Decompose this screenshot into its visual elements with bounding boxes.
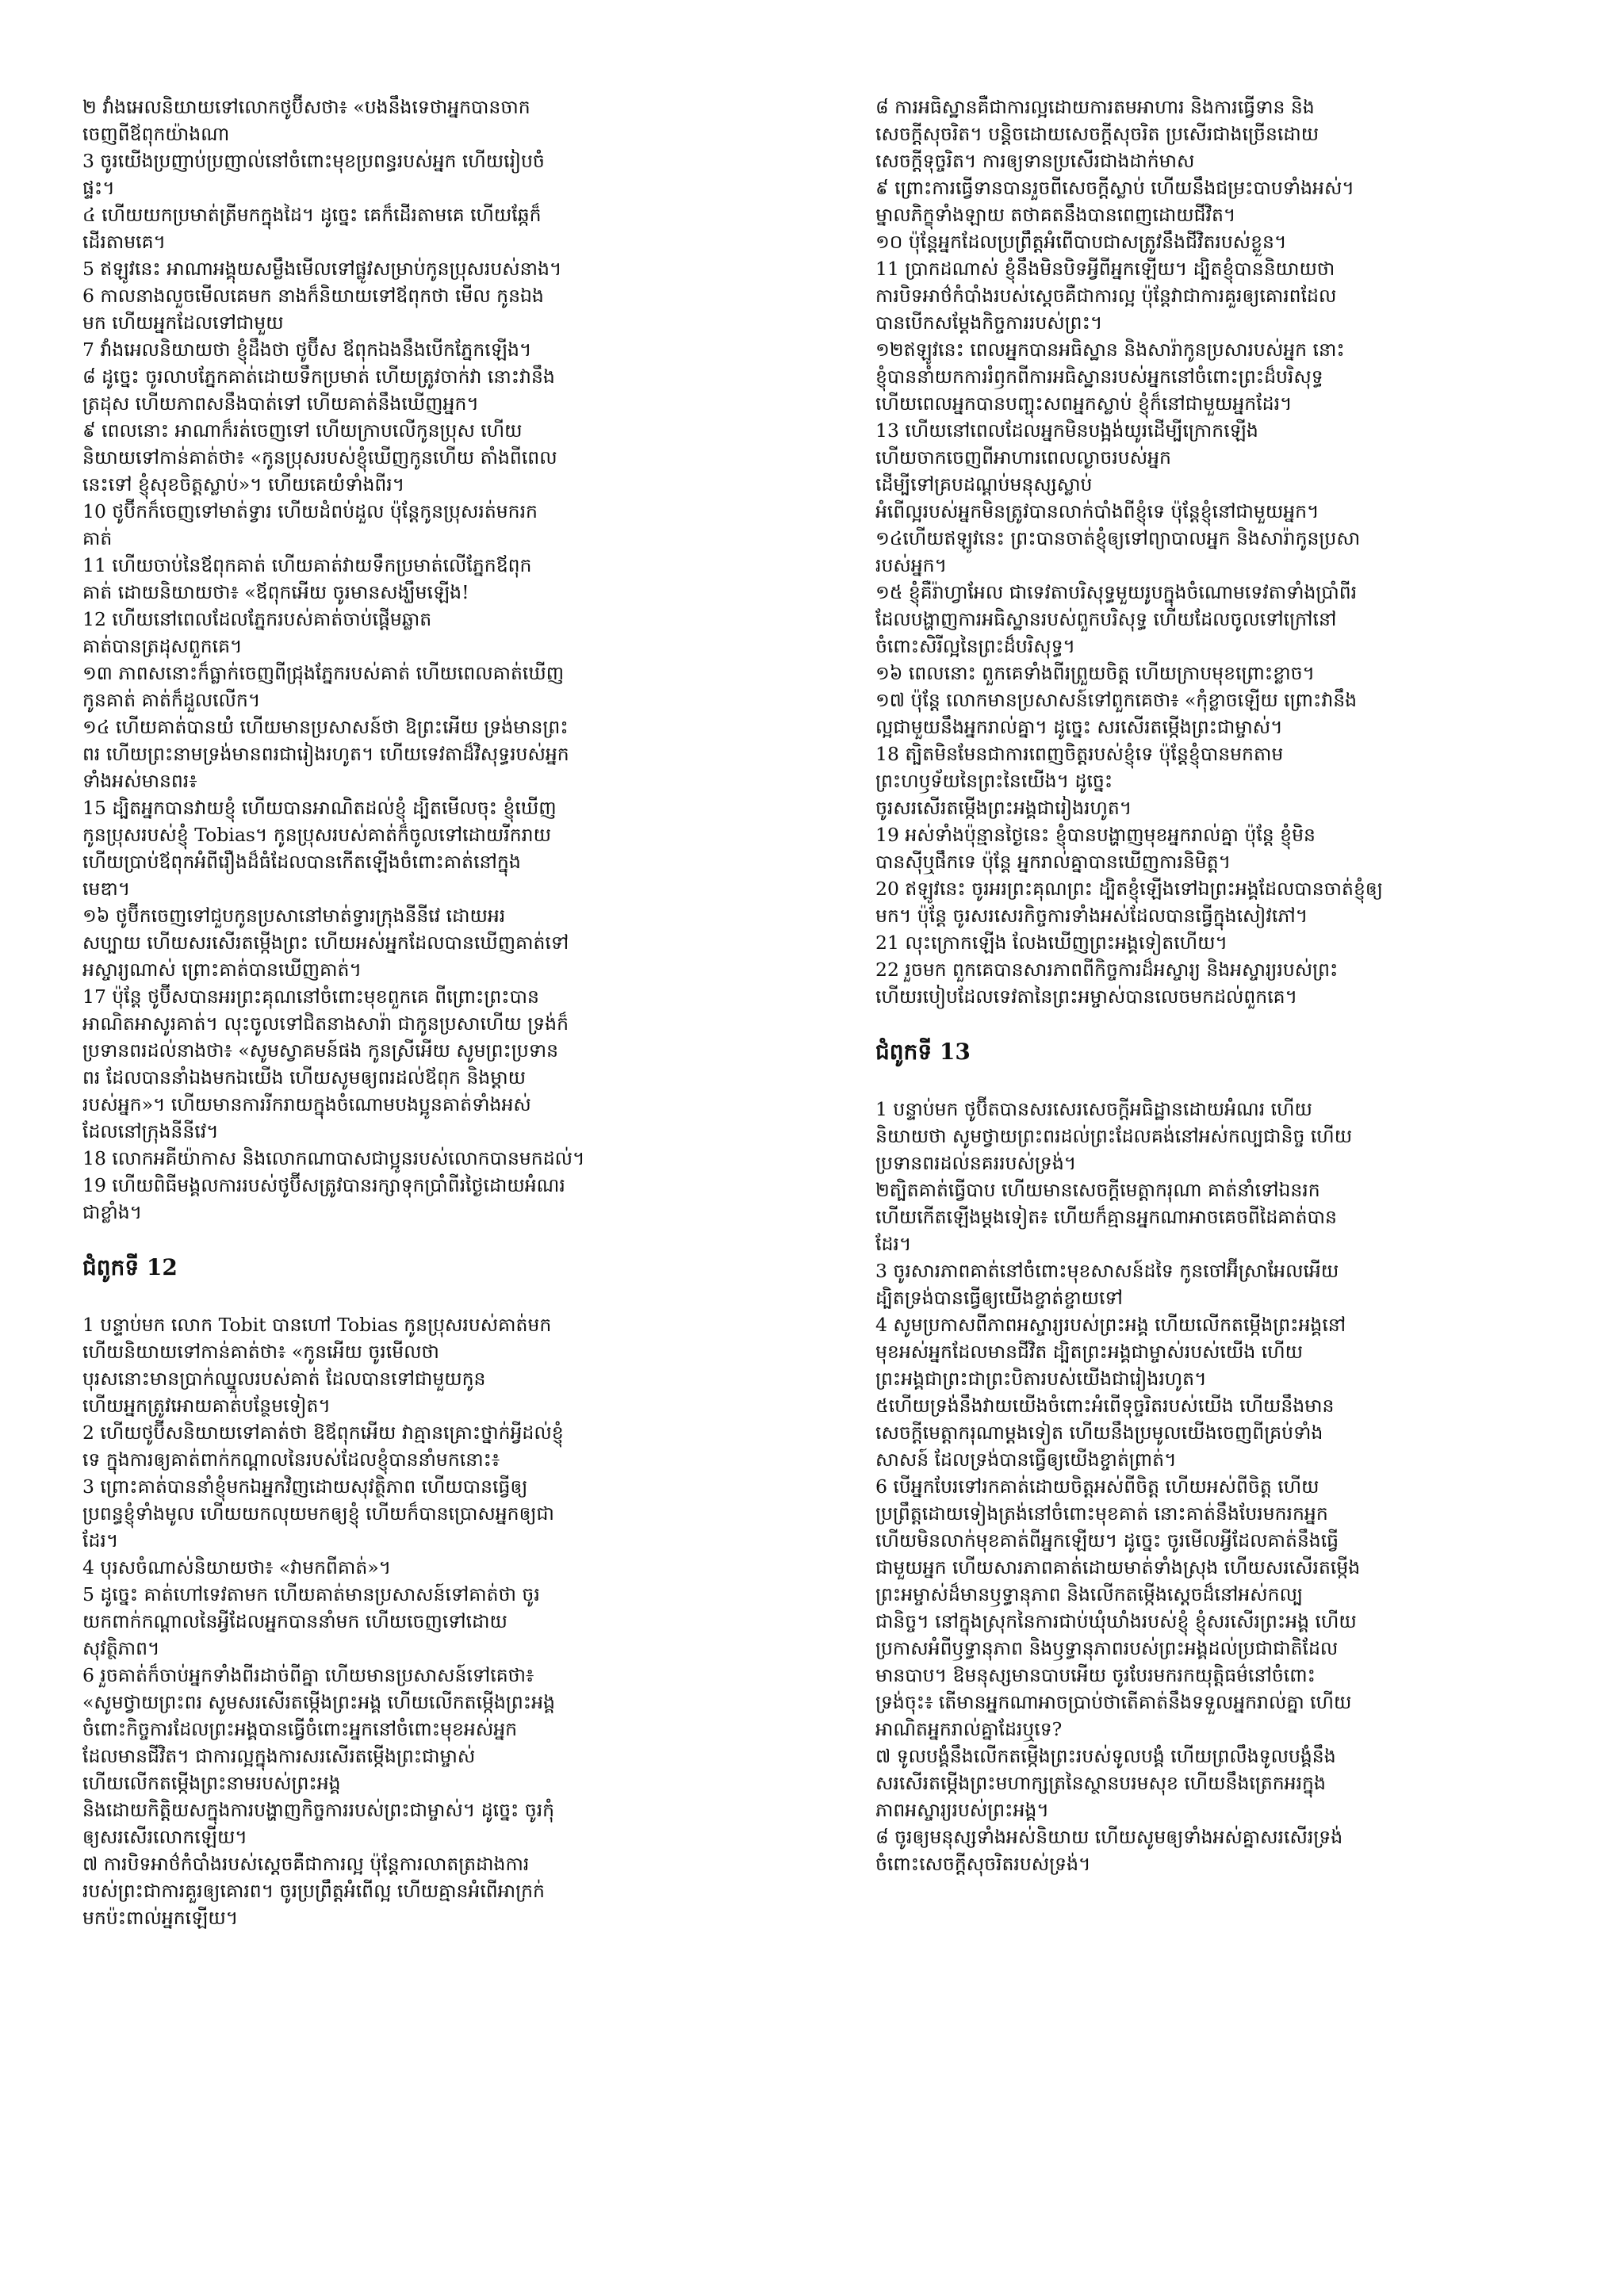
verse: 7 វាំងអេលនិយាយថា ខ្ញុំដឹងថា ថូប៊ីស ឪពុកឯងនឹងបើកភ្នែកឡើង។ (82, 339, 532, 361)
left-column (82, 94, 826, 1931)
verse: 13 ហើយនៅពេលដែលអ្នកមិនបង្អង់យូរដើម្បីក្រោកឡើង ហើយចាកចេញពីអាហារពេលល្ងាចរបស់អ្នក ដើម្បីទៅគ្របដណ្តប់មនុស្សស្លាប់ អំពើល្អរបស់អ្នកមិនត្រូវបានលាក់បាំងពីខ្ញុំទេ ប៉ុន្តែខ្ញុំនៅជាមួយអ្នក។ (875, 419, 1320, 522)
verse: ៧ ទូលបង្គំនឹងលើកតម្កើងព្រះរបស់ទូលបង្គំ ហើយព្រលឹងទូលបង្គំនឹង សរសើរតម្កើងព្រះមហាក្សត្រនៃស្ថានបរមសុខ ហើយនឹងត្រេកអរក្នុង ភាពអស្ចារ្យរបស់ព្រះអង្គ។ (875, 1745, 1336, 1821)
verse: 6 រួចគាត់ក៏ចាប់អ្នកទាំងពីរដាច់ពីគ្នា ហើយមានប្រសាសន៍ទៅគេថា៖ «សូមថ្វាយព្រះពរ សូមសរសើរតម្កើងព្រះអង្គ ហើយលើកតម្កើងព្រះអង្គ ចំពោះកិច្ចការដែលព្រះអង្គបានធ្វើចំពោះអ្នកនៅចំពោះមុខអស់អ្នក ដែលមានជីវិត។ ជាការល្អក្នុងការសរសើរតម្កើងព្រះជាម្ចាស់ ហើយលើកតម្កើងព្រះនាមរបស់ព្រះអង្គ និងដោយកិត្តិយសក្នុងការបង្ហាញកិច្ចការរបស់ព្រះជាម្ចាស់។ ដូច្នេះ ចូរកុំ ឲ្យសរសើរលោកឡើយ។ (82, 1664, 555, 1848)
chapter-heading-12: ជំពូកទី 12 (82, 1254, 178, 1280)
verse: ៧ ការបិទអាថ៌កំបាំងរបស់ស្ដេចគឺជាការល្អ ប៉ុន្តែការលាតត្រដាងការ របស់ព្រះជាការគួរឲ្យគោរព។ ចូរប្រព្រឹត្តអំពើល្អ ហើយគ្មានអំពើអាក្រក់ មកប៉ះពាល់អ្នកឡើយ។ (82, 1853, 545, 1929)
verse: 17 ប៉ុន្តែ ថូប៊ីសបានអរព្រះគុណនៅចំពោះមុខពួកគេ ពីព្រោះព្រះបាន អាណិតអាសូរគាត់។ លុះចូលទៅជិតនាងសារ៉ា ជាកូនប្រសាហើយ ទ្រង់ក៏ ប្រទានពរដល់នាងថា៖ «សូមស្វាគមន៍ផង កូនស្រីអើយ សូមព្រះប្រទាន ពរ ដែលបាននាំឯងមកឯយើង ហើយសូមឲ្យពរដល់ឪពុក និងម្ដាយ របស់អ្នក»។ ហើយមានការរីករាយក្នុងចំណោមបងប្អូនគាត់ទាំងអស់ ដែលនៅក្រុងនីនីវេ។ (82, 985, 569, 1142)
verse: 5 ដូច្នេះ គាត់ហៅទេវតាមក ហើយគាត់មានប្រសាសន៍ទៅគាត់ថា ចូរ យកពាក់កណ្ដាលនៃអ្វីដែលអ្នកបាននាំមក ហើយចេញទៅដោយ សុវត្ថិភាព។ (82, 1583, 540, 1659)
verse: ១០ ប៉ុន្តែអ្នកដែលប្រព្រឹត្តអំពើបាបជាសត្រូវនឹងជីវិតរបស់ខ្លួន។ (875, 231, 1287, 253)
verse: ២ វាំងអេលនិយាយទៅលោកថូប៊ីសថា៖ «បងនឹងទេថាអ្នកបានចាក ចេញពីឪពុកយ៉ាងណា (82, 96, 530, 145)
verse: ១៥ ខ្ញុំគឺរ៉ាហ្វាអែល ជាទេវតាបរិសុទ្ធមួយរូបក្នុងចំណោមទេវតាទាំងប្រាំពីរ ដែលបង្ហាញការអធិស្ឋានរបស់ពួកបរិសុទ្ធ ហើយដែលចូលទៅក្រៅនៅ ចំពោះសិរីល្អនៃព្រះដ៏បរិសុទ្ធ។ (875, 581, 1358, 657)
verse: ១៦ ថូប៊ីកចេញទៅជួបកូនប្រសានៅមាត់ទ្វារក្រុងនីនីវេ ដោយអរ សប្បាយ ហើយសរសើរតម្កើងព្រះ ហើយអស់អ្នកដែលបានឃើញគាត់ទៅ អស្ចារ្យណាស់ ព្រោះគាត់បានឃើញគាត់។ (82, 905, 569, 981)
verse: ៤ ហើយយកប្រមាត់ត្រីមកក្នុងដៃ។ ដូច្នេះ គេក៏ដើរតាមគេ ហើយឆ្កែក៏ ដើរតាមគេ។ (82, 204, 542, 253)
verse: ១៣ ភាពសនោះក៏ធ្លាក់ចេញពីជ្រុងភ្នែករបស់គាត់ ហើយពេលគាត់ឃើញ កូនគាត់ គាត់ក៏ដួលលើក។ (82, 662, 565, 711)
verse: 3 ព្រោះគាត់បាននាំខ្ញុំមកឯអ្នកវិញដោយសុវត្ថិភាព ហើយបានធ្វើឲ្យ ប្រពន្ធខ្ញុំទាំងមូល ហើយយកលុយមកឲ្យខ្ញុំ ហើយក៏បានប្រោសអ្នកឲ្យជា ដែរ។ (82, 1475, 554, 1552)
verse: 10 ថូប៊ីកក៏ចេញទៅមាត់ទ្វារ ហើយដំពប់ដួល ប៉ុន្តែកូនប្រុសរត់មករក គាត់ (82, 500, 538, 549)
verse: 3 ចូរសារភាពគាត់នៅចំពោះមុខសាសន៍ដទៃ កូនចៅអ៊ីស្រាអែលអើយ ដ្បិតទ្រង់បានធ្វើឲ្យយើងខ្ចាត់ខ្ចាយទៅ (875, 1260, 1339, 1309)
verse: ៩ ពេលនោះ អាណាក៏រត់ចេញទៅ ហើយក្រាបលើកូនប្រុស ហើយ និយាយទៅកាន់គាត់ថា៖ «កូនប្រុសរបស់ខ្ញុំឃើញកូនហើយ តាំងពីពេល នេះទៅ ខ្ញុំសុខចិត្តស្លាប់»។ ហើយគេយំទាំងពីរ។ (82, 419, 557, 496)
verse: ៨ ចូរឲ្យមនុស្សទាំងអស់និយាយ ហើយសូមឲ្យទាំងអស់គ្នាសរសើរទ្រង់ ចំពោះសេចក្តីសុចរិតរបស់ទ្រង់។ (875, 1826, 1343, 1875)
verse: 11 ប្រាកដណាស់ ខ្ញុំនឹងមិនបិទអ្វីពីអ្នកឡើយ។ ដ្បិតខ្ញុំបាននិយាយថា ការបិទអាថ៌កំបាំងរបស់ស្តេចគឺជាការល្អ ប៉ុន្តែវាជាការគួរឲ្យគោរពដែល បានបើកសម្ដែងកិច្ចការរបស់ព្រះ។ (875, 258, 1337, 334)
verse: 1 បន្ទាប់មក ថូប៊ីតបានសរសេរសេចក្តីអធិដ្ឋានដោយអំណរ ហើយ និយាយថា សូមថ្វាយព្រះពរដល់ព្រះដែលគង់នៅអស់កល្បជានិច្ច ហើយ ប្រទានពរដល់នគររបស់ទ្រង់។ (875, 1098, 1353, 1174)
verse: 19 ហើយពិធីមង្គលការរបស់ថូប៊ីសត្រូវបានរក្សាទុកប្រាំពីរថ្ងៃដោយអំណរ ជាខ្លាំង។ (82, 1174, 565, 1223)
verse: 1 បន្ទាប់មក លោក Tobit បានហៅ Tobias កូនប្រុសរបស់គាត់មក ហើយនិយាយទៅកាន់គាត់ថា៖ «កូនអើយ ចូរមើលថា បុរសនោះមានប្រាក់ឈ្នួលរបស់គាត់ ដែលបានទៅជាមួយកូន ហើយអ្នកត្រូវអោយគាត់បន្ថែមទៀត។ (82, 1314, 552, 1417)
verse: ១២ឥឡូវនេះ ពេលអ្នកបានអធិស្ឋាន និងសារ៉ាកូនប្រសារបស់អ្នក នោះ ខ្ញុំបាននាំយកការរំឭកពីការអធិស្ឋានរបស់អ្នកនៅចំពោះព្រះដ៏បរិសុទ្ធ ហើយពេលអ្នកបានបញ្ចុះសពអ្នកស្លាប់ ខ្ញុំក៏នៅជាមួយអ្នកដែរ។ (875, 339, 1345, 415)
verse: 5 ឥឡូវនេះ អាណាអង្គុយសម្លឹងមើលទៅផ្លូវសម្រាប់កូនប្រុសរបស់នាង។ (82, 258, 562, 280)
verse: 4 សូមប្រកាសពីភាពអស្ចារ្យរបស់ព្រះអង្គ ហើយលើកតម្កើងព្រះអង្គនៅ មុខអស់អ្នកដែលមានជីវិត ដ្បិតព្រះអង្គជាម្ចាស់របស់យើង ហើយ ព្រះអង្គជាព្រះជាព្រះបិតារបស់យើងជារៀងរហូត។ (875, 1314, 1346, 1390)
verse: ១៤ ហើយគាត់បានយំ ហើយមានប្រសាសន៍ថា ឱព្រះអើយ ទ្រង់មានព្រះ ពរ ហើយព្រះនាមទ្រង់មានពរជារៀងរហូត។ ហើយទេវតាដ៏វិសុទ្ធរបស់អ្នក ទាំងអស់មានពរ៖ (82, 716, 569, 792)
verse: 21 លុះក្រោកឡើង លែងឃើញព្រះអង្គទៀតហើយ។ (875, 932, 1228, 954)
verse: 12 ហើយនៅពេលដែលភ្នែករបស់គាត់ចាប់ផ្តើមឆ្លាត គាត់បានត្រដុសពួកគេ។ (82, 608, 432, 657)
verse: 15 ដ្បិតអ្នកបានវាយខ្ញុំ ហើយបានអាណិតដល់ខ្ញុំ ដ្បិតមើលចុះ ខ្ញុំឃើញ កូនប្រុសរបស់ខ្ញុំ Tobias។ កូនប្រុសរបស់គាត់ក៏ចូលទៅដោយរីករាយ ហើយប្រាប់ឪពុកអំពីរឿងដ៏ធំដែលបានកើតឡើងចំពោះគាត់នៅក្នុង មេឌា។ (82, 797, 557, 900)
verse: ៨ ការអធិស្ឋានគឺជាការល្អដោយការតមអាហារ និងការធ្វើទាន និង សេចក្ដីសុចរិត។ បន្តិចដោយសេចក្ដីសុចរិត ប្រសើរជាងច្រើនដោយ សេចក្ដីទុច្ចរិត។ ការឲ្យទានប្រសើរជាងដាក់មាស (875, 96, 1320, 172)
verse: 20 ឥឡូវនេះ ចូរអរព្រះគុណព្រះ ដ្បិតខ្ញុំឡើងទៅឯព្រះអង្គដែលបានចាត់ខ្ញុំឲ្យ មក។ ប៉ុន្តែ ចូរសរសេរកិច្ចការទាំងអស់ដែលបានធ្វើក្នុងសៀវភៅ។ (875, 878, 1383, 927)
verse: ១៦ ពេលនោះ ពួកគេទាំងពីរព្រួយចិត្ត ហើយក្រាបមុខព្រោះខ្លាច។ (875, 662, 1316, 684)
verse: ១៤ហើយឥឡូវនេះ ព្រះបានចាត់ខ្ញុំឲ្យទៅព្យាបាលអ្នក និងសារ៉ាកូនប្រសា របស់អ្នក។ (875, 527, 1361, 576)
verse: 11 ហើយចាប់នៃឪពុកគាត់ ហើយគាត់វាយទឹកប្រមាត់លើភ្នែកឪពុក គាត់ ដោយនិយាយថា៖ «ឪពុកអើយ ចូរមានសង្ឃឹមឡើង! (82, 554, 532, 603)
verse: ៨ ដូច្នេះ ចូរលាបភ្នែកគាត់ដោយទឹកប្រមាត់ ហើយត្រូវចាក់វា នោះវានឹង ត្រដុស ហើយភាពសនឹងបាត់ទៅ ហើយគាត់នឹងឃើញអ្នក។ (82, 365, 555, 415)
verse: 3 ចូរយើងប្រញាប់ប្រញាល់នៅចំពោះមុខប្រពន្ធរបស់អ្នក ហើយរៀបចំ ផ្ទះ។ (82, 150, 545, 199)
verse: 6 បើអ្នកបែរទៅរកគាត់ដោយចិត្តអស់ពីចិត្ត ហើយអស់ពីចិត្ត ហើយ ប្រព្រឹត្តដោយទៀងត្រង់នៅចំពោះមុខគាត់ នោះគាត់នឹងបែរមករកអ្នក ហើយមិនលាក់មុខគាត់ពីអ្នកឡើយ។ ដូច្នេះ ចូរមើលអ្វីដែលគាត់នឹងធ្វើ ជាមួយអ្នក ហើយសារភាពគាត់ដោយមាត់ទាំងស្រុង ហើយសរសើរតម្កើង ព្រះអម្ចាស់ដ៏មានឫទ្ធានុភាព និងលើកតម្កើងស្ដេចដ៏នៅអស់កល្ប ជានិច្ច។ នៅក្នុងស្រុកនៃការជាប់ឃុំឃាំងរបស់ខ្ញុំ ខ្ញុំសរសើរព្រះអង្គ ហើយ ប្រកាសអំពីឫទ្ធានុភាព និងឫទ្ធានុភាពរបស់ព្រះអង្គដល់ប្រជាជាតិដែល មានបាប។ ឱមនុស្សមានបាបអើយ ចូរបែរមករកយុត្តិធម៌នៅចំពោះ ទ្រង់ចុះ៖ តើមានអ្នកណាអាចប្រាប់ថាតើគាត់នឹងទទួលអ្នករាល់គ្នា ហើយ អាណិតអ្នករាល់គ្នាដែរឬទេ? (875, 1475, 1361, 1740)
verse: 18 លោកអគីយ៉ាកាស និងលោកណាបាសជាប្អូនរបស់លោកបានមកដល់។ (82, 1147, 585, 1169)
verse: 4 បុរសចំណាស់និយាយថា៖ «វាមកពីគាត់»។ (82, 1556, 392, 1578)
verse: ១៧ ប៉ុន្តែ លោកមានប្រសាសន៍ទៅពួកគេថា៖ «កុំខ្លាចឡើយ ព្រោះវានឹង ល្អជាមួយនឹងអ្នករាល់គ្នា។ ដូច្នេះ សរសើរតម្កើងព្រះជាម្ចាស់។ (875, 689, 1358, 738)
verse: ៩ ព្រោះការធ្វើទានបានរួចពីសេចក្ដីស្លាប់ ហើយនឹងជម្រះបាបទាំងអស់។ ម្នាលភិក្ខុទាំងឡាយ តថាគតនឹងបានពេញដោយជីវិត។ (875, 177, 1354, 226)
verse: 18 ត្បិតមិនមែនជាការពេញចិត្តរបស់ខ្ញុំទេ ប៉ុន្តែខ្ញុំបានមកតាម ព្រះហឫទ័យនៃព្រះនៃយើង។ ដូច្នេះ ចូរសរសើរតម្កើងព្រះអង្គជារៀងរហូត។ (875, 743, 1284, 819)
verse: ២ត្បិតគាត់ធ្វើបាប ហើយមានសេចក្តីមេត្តាករុណា គាត់នាំទៅឯនរក ហើយកើតឡើងម្តងទៀត៖ ហើយក៏គ្មានអ្នកណាអាចគេចពីដៃគាត់បាន ដែរ។ (875, 1179, 1337, 1255)
verse: 2 ហើយថូប៊ីសនិយាយទៅគាត់ថា ឱឪពុកអើយ វាគ្មានគ្រោះថ្នាក់អ្វីដល់ខ្ញុំ ទេ ក្នុងការឲ្យគាត់ពាក់កណ្ដាលនៃរបស់ដែលខ្ញុំបាននាំមកនោះ៖ (82, 1422, 564, 1471)
verse: 22 រួចមក ពួកគេបានសារភាពពីកិច្ចការដ៏អស្ចារ្យ និងអស្ចារ្យរបស់ព្រះ ហើយរបៀបដែលទេវតានៃព្រះអម្ចាស់បានលេចមកដល់ពួកគេ។ (875, 959, 1339, 1008)
verse: ៥ហើយទ្រង់នឹងវាយយើងចំពោះអំពើទុច្ចរិតរបស់យើង ហើយនឹងមាន សេចក្តីមេត្តាករុណាម្តងទៀត ហើយនឹងប្រមូលយើងចេញពីគ្រប់ទាំង សាសន៍ ដែលទ្រង់បានធ្វើឲ្យយើងខ្ចាត់ព្រាត់។ (875, 1395, 1335, 1471)
right-column (875, 94, 1624, 1877)
verse: 6 កាលនាងលួចមើលគេមក នាងក៏និយាយទៅឪពុកថា មើល កូនឯង មក ហើយអ្នកដែលទៅជាមួយ (82, 285, 544, 334)
verse: 19 អស់ទាំងប៉ុន្មានថ្ងៃនេះ ខ្ញុំបានបង្ហាញមុខអ្នករាល់គ្នា ប៉ុន្តែ ខ្ញុំមិន បានស៊ីឬផឹកទេ ប៉ុន្តែ អ្នករាល់គ្នាបានឃើញការនិមិត្ត។ (875, 824, 1316, 873)
chapter-heading-13: ជំពូកទី 13 (875, 1039, 971, 1065)
